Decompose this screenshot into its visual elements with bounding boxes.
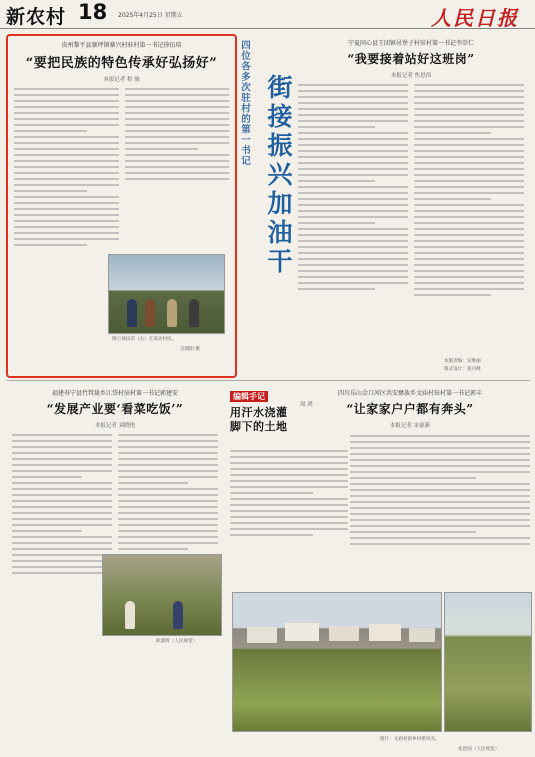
issue-date: 2025年4月25日 星期五 xyxy=(118,12,183,19)
article-kicker: 贵州黎平县寨坪镇寨兴村驻村第一书记徐伍培 xyxy=(61,42,182,49)
photo-caption: 图片：文庙村的乡村新风光。 xyxy=(380,737,440,742)
field-photo xyxy=(444,592,532,732)
village-photo xyxy=(232,592,442,732)
article-guo-feng[interactable] xyxy=(337,384,530,564)
article-photo xyxy=(108,254,225,334)
article-byline: 本报记者 焦思伟 xyxy=(390,73,432,79)
article-photo xyxy=(102,554,222,636)
article-kicker: 福建寿宁县竹管垅乡江岱村驻村第一书记郭建安 xyxy=(51,390,178,397)
article-headline[interactable]: 用汗水浇灌脚下的土地 xyxy=(230,406,288,433)
newspaper-logo: 人民日报 xyxy=(431,6,519,30)
series-banner xyxy=(234,34,293,374)
divider xyxy=(6,380,530,381)
article-headline[interactable]: “我要接着站好这班岗” xyxy=(347,52,475,66)
article-byline: 周 鸿 xyxy=(300,402,313,408)
article-body xyxy=(292,84,530,300)
article-body xyxy=(8,88,235,250)
photo-caption: 图①徐伍培（右）在采访村民。 xyxy=(112,337,177,342)
article-li-chongren[interactable] xyxy=(292,34,530,374)
article-headline[interactable]: “要把民族的特色传承好弘扬好” xyxy=(25,56,218,71)
designer-credit: 版式设计：张丹峰 xyxy=(444,367,481,372)
article-byline: 本报记者 刘晓艳 xyxy=(94,423,136,429)
banner-series-title: 四位各多次驻村的第一书记 xyxy=(239,40,250,166)
article-byline: 本报记者 程 骏 xyxy=(103,77,140,83)
article-byline: 本报记者 宋豪新 xyxy=(389,423,431,429)
editor-note-tag: 编辑手记 xyxy=(230,391,268,402)
article-kicker: 宁夏同心县王团镇吊堡子村驻村第一书记李崇仁 xyxy=(347,40,474,47)
article-kicker: 四川乐山金口河区共安彝族乡文庙村驻村第一书记郭丰 xyxy=(337,390,482,397)
article-xu-wupei[interactable] xyxy=(6,34,237,378)
banner-slogan: 街接振兴加油干 xyxy=(264,74,293,277)
masthead xyxy=(0,0,535,29)
editor-credit: 本版责编：吴维丽 xyxy=(444,359,481,364)
page-number: 18 xyxy=(78,0,108,24)
article-body xyxy=(350,435,530,545)
photo-author: 张治国（人民视觉） xyxy=(458,747,500,752)
photo-author: 耿淑辉（人民视觉） xyxy=(156,639,198,644)
article-headline[interactable]: “发展产业要‘看菜吃饭’” xyxy=(46,402,184,416)
article-guo-jianan[interactable] xyxy=(6,384,224,714)
section-title: 新农村 xyxy=(6,6,67,28)
photo-author: 吴瑞阳 摄 xyxy=(180,347,200,352)
article-headline[interactable]: “让家家户户都有奔头” xyxy=(346,402,474,416)
